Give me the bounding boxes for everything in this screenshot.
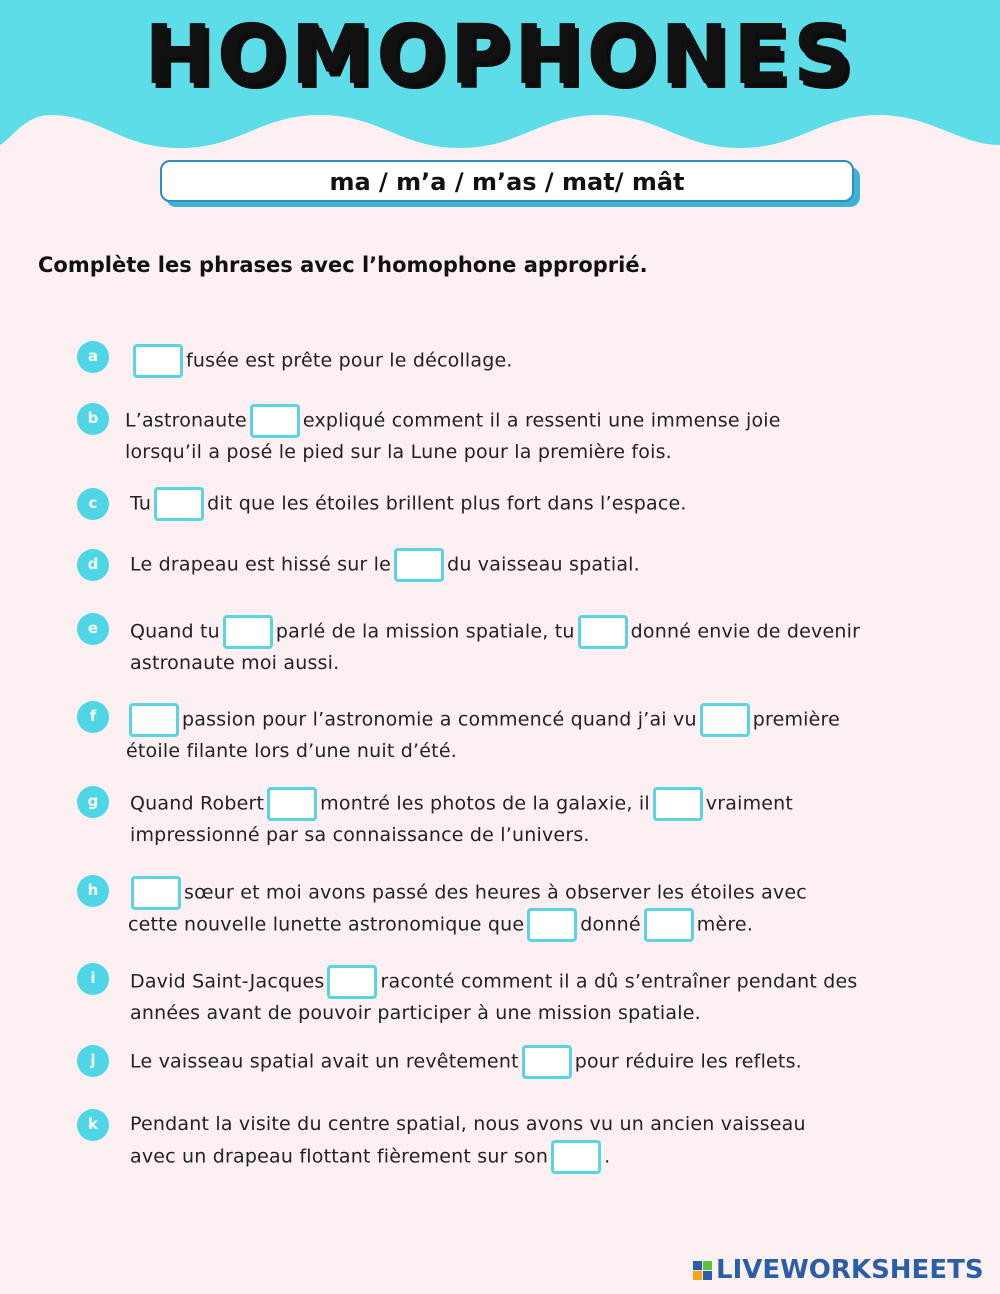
sentence-text: du vaisseau spatial. — [447, 553, 640, 576]
sentence-text: mère. — [696, 913, 754, 936]
exercise-b-line — [125, 404, 781, 438]
sentence-text: pour réduire les reflets. — [574, 1050, 802, 1073]
exercise-k-line — [130, 1108, 806, 1140]
exercise-j-line — [130, 1045, 802, 1079]
exercise-f-line — [126, 703, 840, 737]
item-letter-badge: i — [77, 963, 109, 995]
item-letter-badge: g — [77, 786, 109, 818]
exercise-h-line — [128, 876, 807, 910]
exercise-i-line — [130, 965, 857, 999]
item-letter-badge: e — [77, 613, 109, 645]
sentence-text: donné envie de devenir — [630, 620, 861, 643]
item-letter-badge: d — [77, 549, 109, 581]
exercise-c-line — [130, 487, 687, 521]
answer-blank-input[interactable] — [129, 703, 179, 737]
sentence-text: Quand Robert — [130, 792, 265, 815]
sentence-text: première — [752, 708, 841, 731]
page-title: HOMOPHONES — [144, 8, 856, 103]
sentence-text: raconté comment il a dû s’entraîner pendant des — [380, 970, 858, 993]
sentence-text: parlé de la mission spatiale, tu — [275, 620, 575, 643]
answer-blank-input[interactable] — [522, 1045, 572, 1079]
exercise-f-line — [126, 735, 457, 767]
exercise-e-line — [130, 647, 339, 679]
sentence-text: étoile filante lors d’une nuit d’été. — [126, 740, 457, 762]
instruction-text: Complète les phrases avec l’homophone approprié. — [38, 253, 648, 277]
sentence-text: montré les photos de la galaxie, il — [320, 792, 650, 815]
exercise-b-line — [125, 436, 672, 468]
sentence-text: cette nouvelle lunette astronomique que — [128, 913, 525, 936]
sentence-text: . — [604, 1145, 611, 1168]
sentence-text: Le vaisseau spatial avait un revêtement — [130, 1050, 519, 1073]
answer-blank-input[interactable] — [394, 548, 444, 582]
item-letter-badge: k — [77, 1109, 109, 1141]
answer-blank-input[interactable] — [327, 965, 377, 999]
sentence-text: impressionné par sa connaissance de l’univers. — [130, 824, 590, 846]
item-letter-badge: j — [77, 1045, 109, 1077]
sentence-text: astronaute moi aussi. — [130, 652, 340, 674]
item-letter-badge: h — [77, 875, 109, 907]
answer-blank-input[interactable] — [154, 487, 204, 521]
sentence-text: vraiment — [705, 792, 794, 815]
exercise-i-line — [130, 997, 701, 1029]
exercise-g-line — [130, 787, 793, 821]
exercise-e-line — [130, 615, 860, 649]
sentence-text: Le drapeau est hissé sur le — [130, 553, 392, 576]
sentence-text: Quand tu — [130, 620, 220, 643]
answer-blank-input[interactable] — [223, 615, 273, 649]
answer-blank-input[interactable] — [653, 787, 703, 821]
sentence-text: Pendant la visite du centre spatial, nous avons vu un ancien vaisseau — [130, 1113, 806, 1135]
item-letter-badge: f — [77, 701, 109, 733]
logo-text: LIVEWORKSHEETS — [716, 1255, 984, 1285]
sentence-text: sœur et moi avons passé des heures à observer les étoiles avec — [184, 881, 807, 904]
sentence-text: expliqué comment il a ressenti une immense joie — [302, 409, 781, 432]
answer-blank-input[interactable] — [133, 344, 183, 378]
logo-icon — [693, 1261, 712, 1280]
sentence-text: lorsqu’il a posé le pied sur la Lune pour la première fois. — [125, 441, 672, 463]
answer-blank-input[interactable] — [551, 1140, 601, 1174]
exercise-k-line — [130, 1140, 610, 1174]
answer-blank-input[interactable] — [527, 908, 577, 942]
liveworksheets-logo — [693, 1254, 984, 1286]
sentence-text: années avant de pouvoir participer à une mission spatiale. — [130, 1002, 701, 1024]
sentence-text: Tu — [130, 492, 152, 515]
answer-blank-input[interactable] — [578, 615, 628, 649]
exercise-a-line — [130, 344, 513, 378]
sentence-text: David Saint-Jacques — [130, 970, 325, 993]
sentence-text: dit que les étoiles brillent plus fort dans l’espace. — [207, 492, 687, 515]
answer-blank-input[interactable] — [644, 908, 694, 942]
sentence-text: avec un drapeau flottant fièrement sur son — [130, 1145, 549, 1168]
answer-blank-input[interactable] — [131, 876, 181, 910]
item-letter-badge: a — [77, 341, 109, 373]
exercise-h-line — [128, 908, 753, 942]
answer-blank-input[interactable] — [250, 404, 300, 438]
item-letter-badge: b — [77, 403, 109, 435]
sentence-text: fusée est prête pour le décollage. — [186, 349, 513, 372]
exercise-d-line — [130, 548, 640, 582]
answer-blank-input[interactable] — [267, 787, 317, 821]
exercise-g-line — [130, 819, 590, 851]
sentence-text: donné — [580, 913, 641, 936]
homophones-subtitle: ma / m’a / m’as / mat/ mât — [160, 160, 854, 202]
sentence-text: L’astronaute — [125, 409, 247, 432]
answer-blank-input[interactable] — [700, 703, 750, 737]
sentence-text: passion pour l’astronomie a commencé quand j’ai vu — [182, 708, 697, 731]
item-letter-badge: c — [77, 488, 109, 520]
